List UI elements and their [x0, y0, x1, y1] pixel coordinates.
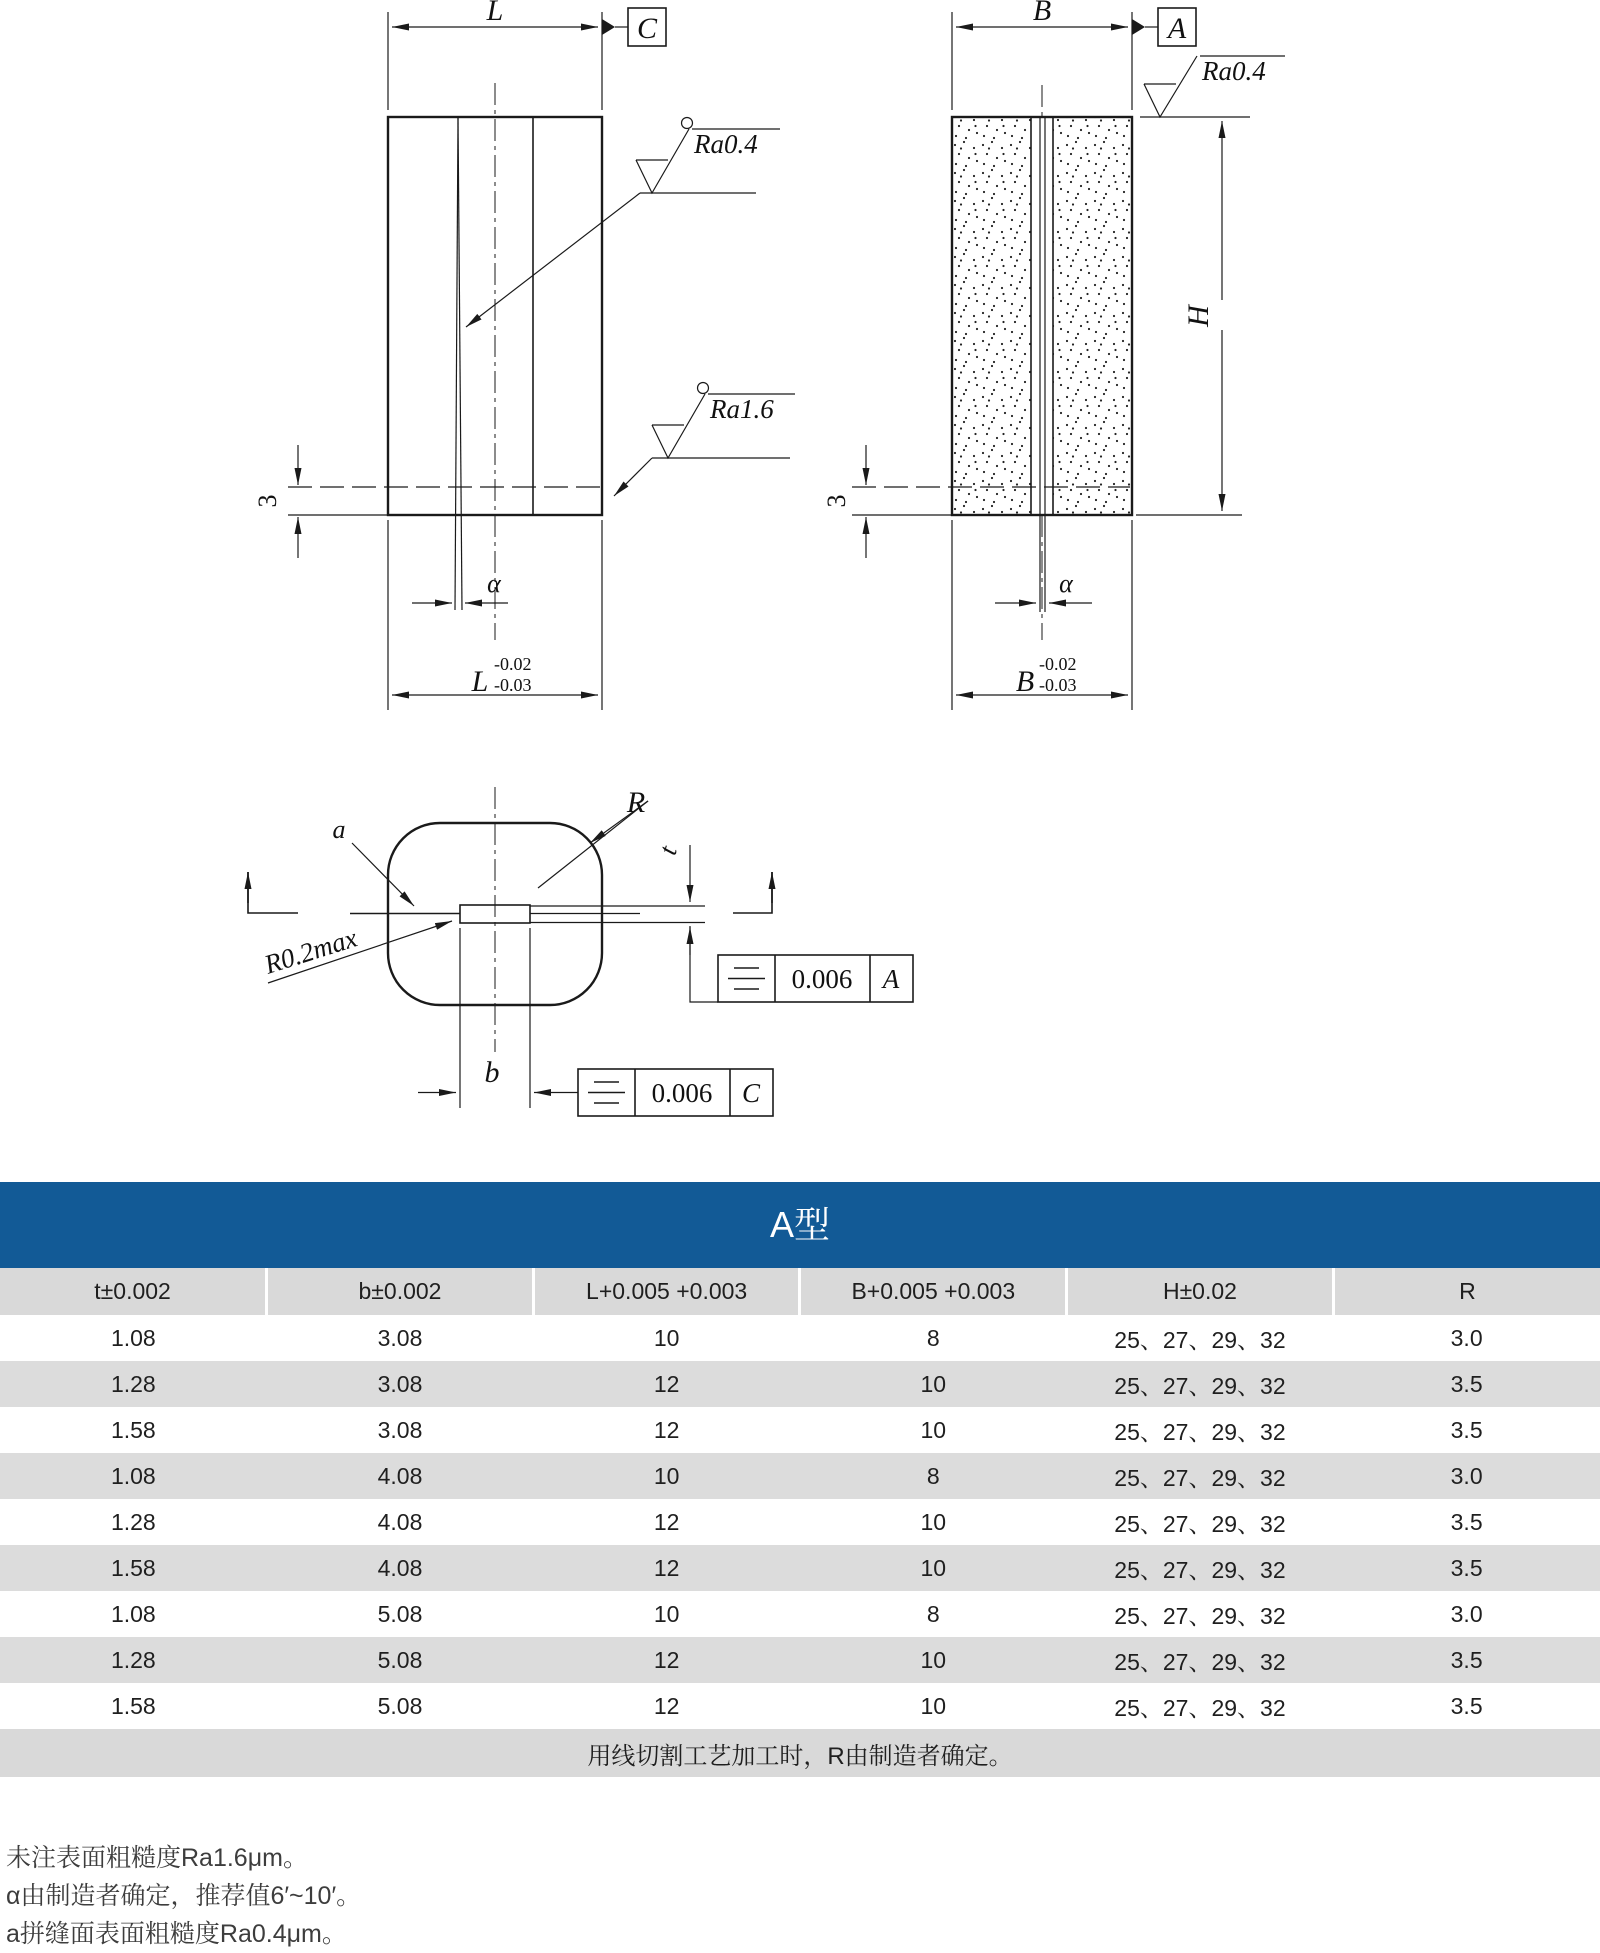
- table-cell: 3.0: [1450, 1324, 1483, 1351]
- fcf-symmetry-a: [718, 955, 913, 1002]
- side-body-texture-right: [1053, 118, 1131, 514]
- table-cell: 8: [926, 1324, 940, 1351]
- table-row: [0, 1453, 1600, 1499]
- table-row: [0, 1407, 1600, 1453]
- corner-radius-label: R: [626, 786, 646, 819]
- table-cell: 10: [920, 1416, 947, 1443]
- ra04-seam-label: Ra0.4: [694, 129, 758, 159]
- symmetry-icon: [588, 1082, 625, 1103]
- section-arrow-right: [733, 872, 772, 913]
- table-cell: 3.0: [1450, 1600, 1483, 1627]
- side-alpha-label: α: [1059, 569, 1073, 598]
- table-cell: 3.5: [1450, 1692, 1483, 1719]
- front-width-tol-lower: -0.03: [494, 675, 532, 695]
- fcf-c-tolerance: 0.006: [651, 1078, 713, 1108]
- fcf-a-tolerance: 0.006: [791, 964, 853, 994]
- table-cell: 3.0: [1450, 1462, 1483, 1489]
- slot-thickness-label: t: [653, 842, 683, 859]
- table-row: [0, 1361, 1600, 1407]
- table-cell: 10: [653, 1324, 680, 1351]
- roughness-ra04-top: [1140, 56, 1285, 117]
- side-body-texture-left: [953, 118, 1031, 514]
- front-step-label: 3: [253, 494, 282, 508]
- table-cell: 3.08: [377, 1324, 423, 1351]
- note-line: 未注表面粗糙度Ra1.6μm。: [6, 1844, 308, 1872]
- table-body: [0, 1315, 1600, 1729]
- table-cell: 5.08: [377, 1692, 423, 1719]
- table-cell: 8: [926, 1462, 940, 1489]
- note-line: α由制造者确定，推荐值6′~10′。: [6, 1882, 362, 1910]
- table-cell: 1.08: [110, 1600, 156, 1627]
- slot-thickness-dim: [653, 842, 718, 1002]
- dim-L-label: L: [486, 0, 504, 27]
- table-row: [0, 1545, 1600, 1591]
- datum-triangle-c: [602, 19, 615, 35]
- roughness-ra04-seam: [466, 118, 780, 328]
- table-cell: 5.08: [377, 1600, 423, 1627]
- table-cell: 12: [653, 1370, 680, 1397]
- table-row: [0, 1683, 1600, 1729]
- front-alpha-label: α: [487, 569, 501, 598]
- side-height-dim: [1136, 121, 1242, 515]
- table-cell: 3.5: [1450, 1646, 1483, 1673]
- table-cell: 10: [920, 1508, 947, 1535]
- table-cell: 1.28: [110, 1508, 156, 1535]
- seam-a-label: a: [332, 815, 346, 844]
- notes: [0, 1839, 1600, 1953]
- side-width-tol-upper: -0.02: [1039, 654, 1077, 674]
- side-view: [822, 0, 1285, 710]
- note-line: a拼缝面表面粗糙度Ra0.4μm。: [6, 1920, 347, 1948]
- symmetry-icon: [728, 968, 765, 989]
- front-step-dim: [253, 445, 298, 558]
- front-width-letter: L: [471, 665, 489, 698]
- bottom-view: [248, 786, 913, 1116]
- table-cell: 10: [920, 1370, 947, 1397]
- table-cell: 1.08: [110, 1462, 156, 1489]
- side-width-tol-lower: -0.03: [1039, 675, 1077, 695]
- table-row: [0, 1637, 1600, 1683]
- table-cell: 25、27、29、32: [1114, 1694, 1286, 1721]
- table-cell: 5.08: [377, 1646, 423, 1673]
- table-cell: 4.08: [377, 1508, 423, 1535]
- side-alpha-dim: [995, 569, 1092, 603]
- side-step-dim: [822, 445, 866, 558]
- datum-c-label: C: [636, 12, 658, 45]
- table-cell: 25、27、29、32: [1114, 1464, 1286, 1491]
- front-width-tol-upper: -0.02: [494, 654, 532, 674]
- table-cell: 12: [653, 1646, 680, 1673]
- roughness-ra16-bottom: [614, 383, 795, 497]
- table-cell: 3.5: [1450, 1554, 1483, 1581]
- datum-triangle-a: [1132, 19, 1145, 35]
- table-cell: 1.28: [110, 1370, 156, 1397]
- table-cell: 10: [920, 1646, 947, 1673]
- fcf-c-datum: C: [741, 1078, 761, 1108]
- spec-table-header: [0, 1268, 1600, 1315]
- slot-width-dim: [418, 928, 578, 1108]
- table-cell: 25、27、29、32: [1114, 1326, 1286, 1353]
- table-cell: 10: [653, 1600, 680, 1627]
- table-cell: 12: [653, 1416, 680, 1443]
- table-cell: 4.08: [377, 1554, 423, 1581]
- slot-width-label: b: [484, 1056, 500, 1089]
- table-cell: 1.58: [110, 1692, 156, 1719]
- datum-a-label: A: [1167, 12, 1187, 45]
- table-cell: 25、27、29、32: [1114, 1556, 1286, 1583]
- side-step-label: 3: [822, 494, 851, 508]
- spec-table: [0, 1268, 1600, 1777]
- col-header-b: b±0.002: [267, 1268, 534, 1315]
- table-cell: 1.08: [110, 1324, 156, 1351]
- table-cell: 10: [920, 1554, 947, 1581]
- side-width-letter: B: [1015, 665, 1035, 698]
- table-cell: 3.5: [1450, 1508, 1483, 1535]
- table-row: [0, 1315, 1600, 1361]
- seam-a-callout: [333, 815, 415, 906]
- col-header-R: R: [1333, 1268, 1600, 1315]
- section-arrow-left: [248, 872, 298, 913]
- table-cell: 8: [926, 1600, 940, 1627]
- table-cell: 25、27、29、32: [1114, 1372, 1286, 1399]
- table-cell: 10: [920, 1692, 947, 1719]
- front-view: [253, 0, 795, 710]
- col-header-L: L+0.005 +0.003: [533, 1268, 800, 1315]
- table-cell: 25、27、29、32: [1114, 1510, 1286, 1537]
- table-cell: 1.28: [110, 1646, 156, 1673]
- fcf-a-datum: A: [882, 964, 900, 994]
- col-header-H: H±0.02: [1067, 1268, 1334, 1315]
- table-cell: 1.58: [110, 1416, 156, 1443]
- table-cell: 10: [653, 1462, 680, 1489]
- front-alpha-dim: [412, 569, 508, 603]
- table-footnote: 用线切割工艺加工时，R由制造者确定。: [0, 1729, 1600, 1777]
- ra16-label: Ra1.6: [710, 394, 774, 424]
- slot-radius-label: R0.2max: [260, 922, 361, 980]
- slot-radius-callout: [260, 921, 452, 983]
- col-header-t: t±0.002: [0, 1268, 267, 1315]
- table-cell: 12: [653, 1508, 680, 1535]
- table-cell: 3.08: [377, 1370, 423, 1397]
- table-cell: 3.5: [1450, 1416, 1483, 1443]
- dim-B-label: B: [1032, 0, 1052, 27]
- table-cell: 25、27、29、32: [1114, 1648, 1286, 1675]
- corner-radius-callout: [538, 786, 648, 888]
- table-cell: 3.5: [1450, 1370, 1483, 1397]
- col-header-B: B+0.005 +0.003: [800, 1268, 1067, 1315]
- table-cell: 1.58: [110, 1554, 156, 1581]
- table-cell: 25、27、29、32: [1114, 1418, 1286, 1445]
- table-cell: 25、27、29、32: [1114, 1602, 1286, 1629]
- table-row: [0, 1591, 1600, 1637]
- fcf-symmetry-c: [578, 1069, 773, 1116]
- table-cell: 3.08: [377, 1416, 423, 1443]
- table-row: [0, 1499, 1600, 1545]
- table-title: A型: [0, 1182, 1600, 1268]
- table-cell: 4.08: [377, 1462, 423, 1489]
- table-cell: 12: [653, 1692, 680, 1719]
- side-height-label: H: [1182, 305, 1215, 327]
- ra04-top-label: Ra0.4: [1202, 56, 1266, 86]
- table-cell: 12: [653, 1554, 680, 1581]
